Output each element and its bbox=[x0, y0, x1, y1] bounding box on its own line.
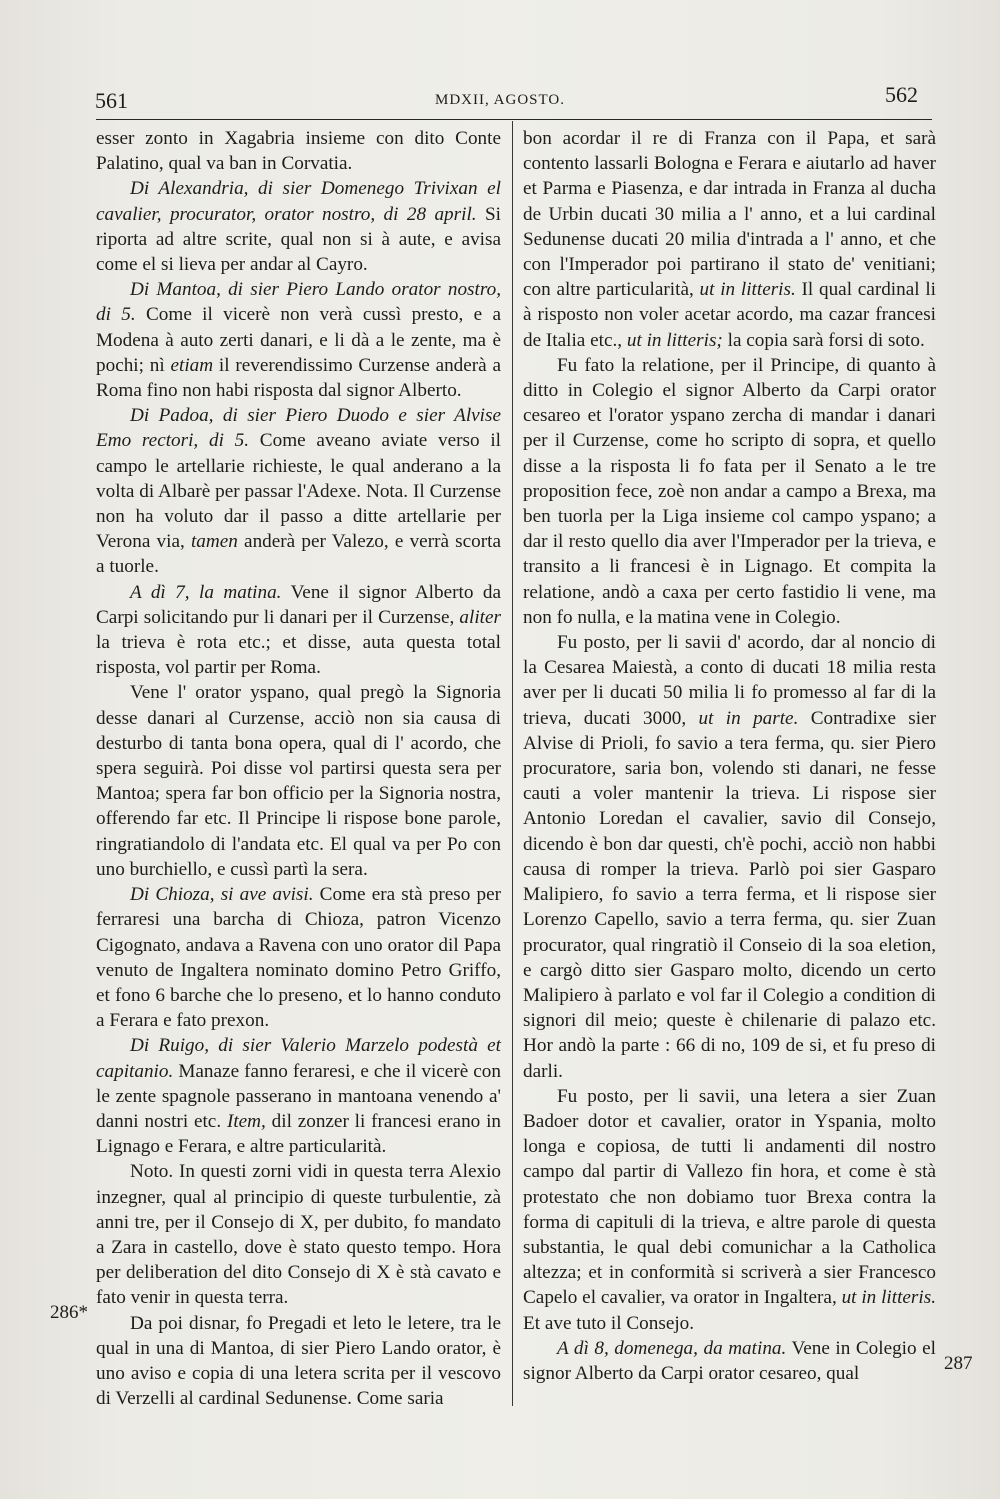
paragraph bbox=[96, 403, 501, 579]
margin-note-right: 287 bbox=[944, 1353, 973, 1374]
text-run: Vene in Colegio el signor Alberto da Carpi orator cesareo, qual bbox=[523, 1337, 936, 1384]
paragraph bbox=[96, 277, 501, 403]
italic-text: Di Mantoa, di sier Piero Lando orator nostro, di 5. bbox=[96, 279, 501, 326]
text-run: la copia sarà forsi di soto. bbox=[722, 329, 925, 351]
italic-text: Di Chioza, si ave avisi. bbox=[130, 884, 314, 906]
italic-text: Item, bbox=[226, 1110, 266, 1132]
paragraph bbox=[96, 580, 501, 681]
paragraph bbox=[96, 680, 501, 882]
text-run: Fu fato la relatione, per il Principe, di quanto à ditto in Colegio el signor Alberto da Carpi orator cesareo et l'orator yspano zercha di mandar i danari per il Curzense, come ho scripto di sopra, et quello disse a la risposta li fo fata per il Senato a le tre proposition fece, zoè non andar a campo a Brexa, ma ben tuorla per la Liga insieme col campo yspano; a dar il resto quello dia aver l'Imperador per la trieva, e transito a li francesi è in Lignago. Et compita la relatione, andò a caxa per certo fastidio li vene, ma non fo nulla, e la matina vene in Colegio. bbox=[523, 354, 936, 628]
right-column bbox=[523, 126, 936, 1386]
text-run: bon acordar il re di Franza con il Papa, et sarà contento lassarli Bologna e Ferara e aiutarlo ad haver et Parma e Piasenza, e dar intrada in Franza al ducha de Urbin ducati 30 milia a l' anno, et a lui cardinal Sedunense ducati 20 milia d'intrada a l' anno, et che con l'Imperador poi partirano il stato de' venitiani; con altre particularità, bbox=[523, 128, 936, 301]
italic-text: Di Alexandria, di sier Domenego Trivixan el cavalier, procurator, orator nostro, di 28 april. bbox=[96, 178, 501, 225]
text-run: Noto. In questi zorni vidi in questa terra Alexio inzegner, qual al principio di queste turbulentie, zà anni tre, per il Consejo di X, per dubito, fo mandato a Zara in castello, dove è stato questo tempo. Hora per deliberation del dito Consejo di X è stà cavato e fato venir in questa terra. bbox=[96, 1161, 501, 1309]
italic-text: Di Padoa, di sier Piero Duodo e sier Alvise Emo rectori, di 5. bbox=[96, 405, 501, 452]
paragraph bbox=[523, 1084, 936, 1336]
page-header bbox=[0, 82, 1000, 118]
italic-text: aliter bbox=[459, 606, 501, 628]
text-run: Da poi disnar, fo Pregadi et leto le letere, tra le qual in una di Mantoa, di sier Piero Lando orator, è uno aviso e copia di una letera scrita per il vescovo di Verzelli al cardinal Sedunense. Come saria bbox=[96, 1312, 501, 1410]
italic-text: etiam bbox=[170, 354, 214, 376]
paragraph bbox=[96, 176, 501, 277]
italic-text: A dì 8, domenega, da matina. bbox=[557, 1337, 787, 1359]
italic-text: ut in parte. bbox=[698, 707, 799, 729]
text-run: Vene il signor Alberto da Carpi solicitando pur li danari per il Curzense, bbox=[96, 581, 501, 628]
text-run: Come il vicerè non verà cussì presto, e a Modena à auto zerti danari, e li dà a le zente, ma è pochi; nì bbox=[96, 304, 501, 376]
paragraph bbox=[523, 126, 936, 353]
italic-text: Di Ruigo, di sier Valerio Marzelo podestà et capitanio. bbox=[96, 1035, 501, 1082]
text-run: Il qual cardinal li à risposto non voler acetar acordo, ma cazar francesi de Italia etc., bbox=[523, 279, 936, 351]
italic-text: ut in litteris. bbox=[699, 279, 796, 301]
italic-text: A dì 7, la matina. bbox=[130, 581, 282, 603]
header-rule bbox=[96, 119, 932, 120]
paragraph bbox=[96, 1159, 501, 1310]
italic-text: ut in litteris. bbox=[841, 1287, 936, 1309]
left-column bbox=[96, 126, 501, 1411]
paragraph bbox=[96, 882, 501, 1033]
text-run: il reverendissimo Curzense anderà a Roma fino non habi risposta dal signor Alberto. bbox=[96, 354, 502, 402]
margin-note-left: 286* bbox=[50, 1302, 88, 1323]
text-run: Come aveano aviate verso il campo le artellarie richieste, le qual anderano a la volta di Albarè per passar l'Adexe. Nota. Il Curzense non ha voluto dar il passo a ditte artellarie per Verona via, bbox=[96, 430, 501, 553]
text-run: Come era stà preso per ferraresi una barcha di Chioza, patron Vicenzo Cigognato, andava a Ravena con uno orator dil Papa venuto de Ingaltera nominato domino Petro Griffo, et fono 6 barche che lo preseno, et lo hanno conduto a Ferara e fato prexon. bbox=[96, 884, 501, 1032]
paragraph bbox=[96, 1311, 501, 1412]
paragraph bbox=[96, 126, 501, 176]
italic-text: ut in litteris; bbox=[626, 329, 723, 351]
text-run: Et ave tuto il Consejo. bbox=[523, 1312, 695, 1334]
paragraph bbox=[523, 630, 936, 1084]
text-run: Fu posto, per li savii, una letera a sier Zuan Badoer dotor et cavalier, orator in Yspania, molto longa e copiosa, de tutti li andamenti dil nostro campo dal partir di Vallezo fin hora, et come è stà protestato che non dobiamo tuor Brexa contra la forma di capituli di la trieva, e altre parole di questa substantia, le qual debi comunichar a la Catholica altezza; et in conformità si scriverà a sier Francesco Capelo el cavalier, va orator in Ingaltera, bbox=[523, 1085, 936, 1309]
running-title: MDXII, AGOSTO. bbox=[435, 92, 565, 108]
paragraph bbox=[523, 353, 936, 630]
page-number-left: 561 bbox=[95, 88, 128, 113]
text-run: Vene l' orator yspano, qual pregò la Signoria desse danari al Curzense, acciò non sia causa di desturbo di tanta bona opera, qual di l' acordo, che spera seguirà. Poi disse vol partirsi questa sera per Mantoa; spera far bon officio per la Signoria nostra, offerendo far etc. Il Principe li rispose bone parole, ringratiandolo di l'andata etc. El qual va per Po con uno burchiello, e cussì partì la sera. bbox=[96, 682, 501, 880]
italic-text: tamen bbox=[190, 531, 238, 553]
text-run: Manaze fanno feraresi, e che il vicerè con le zente spagnole passerano in mantoana venendo a' danni nostri etc. bbox=[96, 1060, 501, 1132]
text-run: dil zonzer li francesi erano in Lignago e Ferara, e altre particularità. bbox=[96, 1110, 501, 1158]
page-number-right: 562 bbox=[885, 82, 918, 107]
paragraph bbox=[96, 1033, 501, 1159]
column-divider bbox=[512, 121, 513, 1406]
text-run: Si riporta ad altre scrite, qual non si à aute, e avisa come el si lieva per andar al Cayro. bbox=[96, 203, 501, 276]
text-run: Fu posto, per li savii d' acordo, dar al noncio di la Cesarea Maiestà, a conto di ducati 18 milia resta aver per li ducati 50 milia li fo promesso al far di la trieva, ducati 3000, bbox=[523, 632, 936, 729]
text-run: Contradixe sier Alvise di Prioli, fo savio a tera ferma, qu. sier Piero procuratore, saria bon, volendo sti danari, ne fesse cauti a voler mantenir la trieva. Li rispose sier Antonio Loredan el cavalier, savio dil Consejo, dicendo è bon dar questi, ch'è pochi, acciò non habbi causa di romper la trieva. Parlò poi sier Gasparo Malipiero, fo savio a terra ferma, et li rispose sier Lorenzo Capello, savio a terra ferma, qu. sier Zuan procurator, qual ringratiò il Conseio di la soa eletion, e cargò ditto sier Gasparo molto, dicendo un certo Malipiero à parlato e vol far il Colegio a condition di signori dil meio; queste è chilenarie di palazo etc. Hor andò la parte : 66 di no, 109 de si, et fu preso di darli. bbox=[523, 707, 937, 1082]
text-run: esser zonto in Xagabria insieme con dito Conte Palatino, qual va ban in Corvatia. bbox=[96, 128, 501, 175]
text-run: la trieva è rota etc.; et disse, auta questa total risposta, vol partir per Roma. bbox=[96, 632, 501, 679]
text-run: anderà per Valezo, e verrà scorta a tuorle. bbox=[96, 531, 501, 578]
paragraph bbox=[523, 1336, 936, 1386]
